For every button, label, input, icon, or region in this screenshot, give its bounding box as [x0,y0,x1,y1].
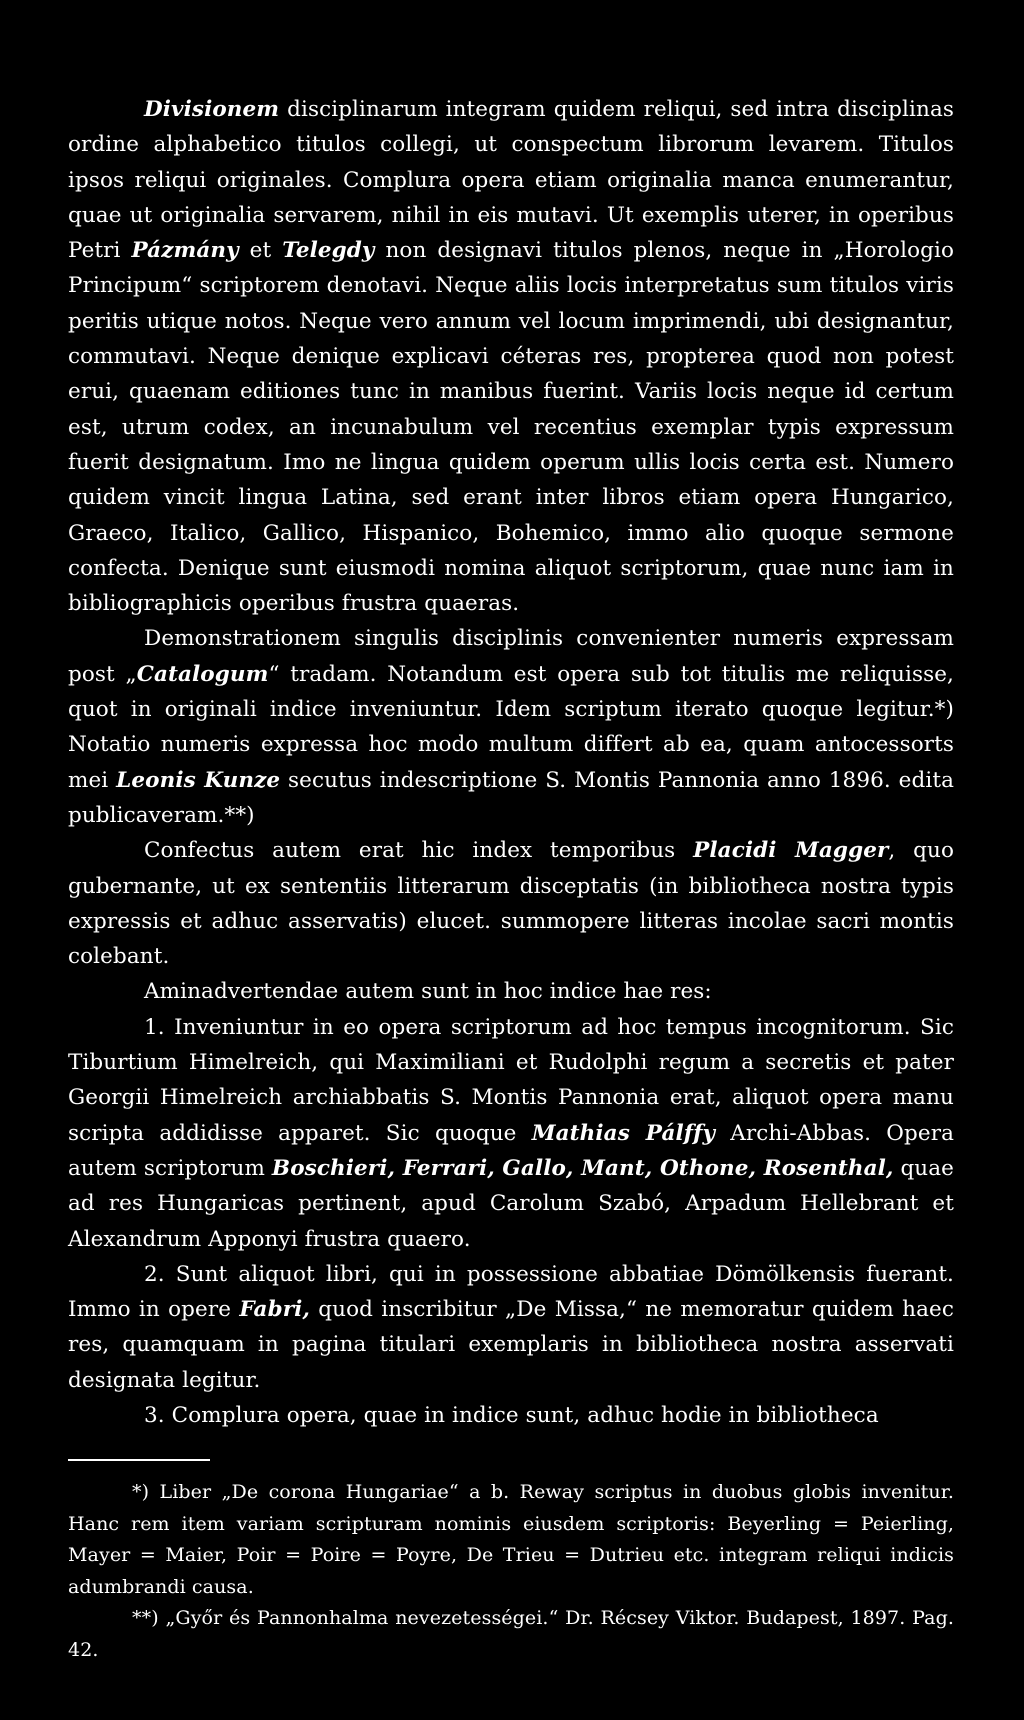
text-run: **) „Győr és Pannonhalma nevezetességei.“ Dr. Récsey Viktor. Budapest, 1897. Pag. 42. [68,1607,954,1661]
text-run: Confectus autem erat hic index temporibus [144,838,694,864]
paragraph-3 [68,833,954,974]
emphasized-name: Pázmány [131,238,239,264]
document-page [68,92,954,1666]
text-run: disciplinarum integram quidem reliqui, sed intra disciplinas ordine alphabetico titulos collegi, ut conspectum librorum levarem. Titulos ipsos reliqui originales. Complura opera etiam originalia manca enumerantur, quae ut originalia servarem, nihil in eis mutavi. Ut exemplis uterer, in operibus Petri [68,97,954,264]
emphasized-name: Telegdy [282,238,375,264]
paragraph-5 [68,1010,954,1257]
footnotes [68,1477,954,1666]
paragraph-7 [68,1398,954,1433]
emphasized-name: Leonis Kunze [116,767,281,793]
paragraph-4 [68,974,954,1009]
body-text [68,92,954,1433]
text-run: , quo gubernante, ut ex sententiis litterarum disceptatis (in bibliotheca nostra typis expressis et adhuc asservatis) elucet. summopere litteras incolae sacri montis colebant. [68,838,954,970]
text-run: “ tradam. Notandum est opera sub tot titulis me reliquisse, quot in originali indice inveniuntur. Idem scriptum iterato quoque legitur.*) Notatio numeris expressa hoc modo multum differt ab ea, quam antocessorts mei [68,661,954,793]
text-run: secutus indescriptione S. Montis Pannonia anno 1896. edita publicaveram.**) [68,767,954,828]
emphasized-name: Boschieri, Ferrari, Gallo, Mant, Othone, Rosenthal, [271,1155,894,1181]
footnote-1 [68,1477,954,1603]
footnote-2 [68,1603,954,1666]
text-run: Archi-Abbas. Opera autem scriptorum [68,1120,954,1181]
emphasized-name: Catalogum [136,661,269,687]
text-run: 1. Inveniuntur in eo opera scriptorum ad hoc tempus incognitorum. Sic Tiburtium Himelreich, qui Maximiliani et Rudolphi regum a secretis et pater Georgii Himelreich archiabbatis S. Montis Pannonia erat, aliquot opera manu scripta addidisse apparet. Sic quoque [68,1014,954,1146]
paragraph-6 [68,1257,954,1398]
text-run: non designavi titulos plenos, neque in „Horologio Principum“ scriptorem denotavi. Neque aliis locis interpretatus sum titulos viris peritis utique notos. Neque vero annum vel locum imprimendi, ubi designantur, commutavi. Neque denique explicavi céteras res, propterea quod non potest erui, quaenam editiones tunc in manibus fuerint. Variis locis neque id certum est, utrum codex, an incunabulum vel recentius exemplar typis expressum fuerit designatum. Imo ne lingua quidem operum ullis locis certa est. Numero quidem vincit lingua Latina, sed erant inter libros etiam opera Hungarico, Graeco, Italico, Gallico, Hispanico, Bohemico, immo alio quoque sermone confecta. Denique sunt eiusmodi nomina aliquot scriptorum, quae nunc iam in bibliographicis operibus frustra quaeras. [68,238,954,617]
emphasized-name: Fabri, [239,1297,310,1323]
paragraph-1 [68,92,954,621]
text-run: 3. Complura opera, quae in indice sunt, adhuc hodie in bibliotheca [144,1402,879,1428]
emphasized-name: Placidi Magger [693,838,889,864]
text-run: 2. Sunt aliquot libri, qui in possessione abbatiae Dömölkensis fuerant. Immo in opere [68,1261,954,1323]
footnote-separator [68,1459,210,1461]
text-run: quod inscribitur „De Missa,“ ne memoratur quidem haec res, quamquam in pagina titulari exemplaris in bibliotheca nostra asservati designata legitur. [68,1297,954,1393]
paragraph-2 [68,621,954,833]
emphasized-name: Divisionem [144,97,280,122]
text-run: quae ad res Hungaricas pertinent, apud Carolum Szabó, Arpadum Hellebrant et Alexandrum Apponyi frustra quaero. [68,1155,954,1252]
emphasized-name: Mathias Pálffy [531,1120,716,1146]
text-run: et [238,238,283,264]
text-run: Demonstrationem singulis disciplinis convenienter numeris expressam post „ [68,626,954,687]
text-run: *) Liber „De corona Hungariae“ a b. Reway scriptus in duobus globis invenitur. Hanc rem item variam scripturam nominis eiusdem scriptoris: Beyerling = Peierling, Mayer = Maier, Poir = Poire = Poyre, De Trieu = Dutrieu etc. integram reliqui indicis adumbrandi causa. [68,1481,954,1598]
text-run: Aminadvertendae autem sunt in hoc indice hae res: [144,979,712,1005]
